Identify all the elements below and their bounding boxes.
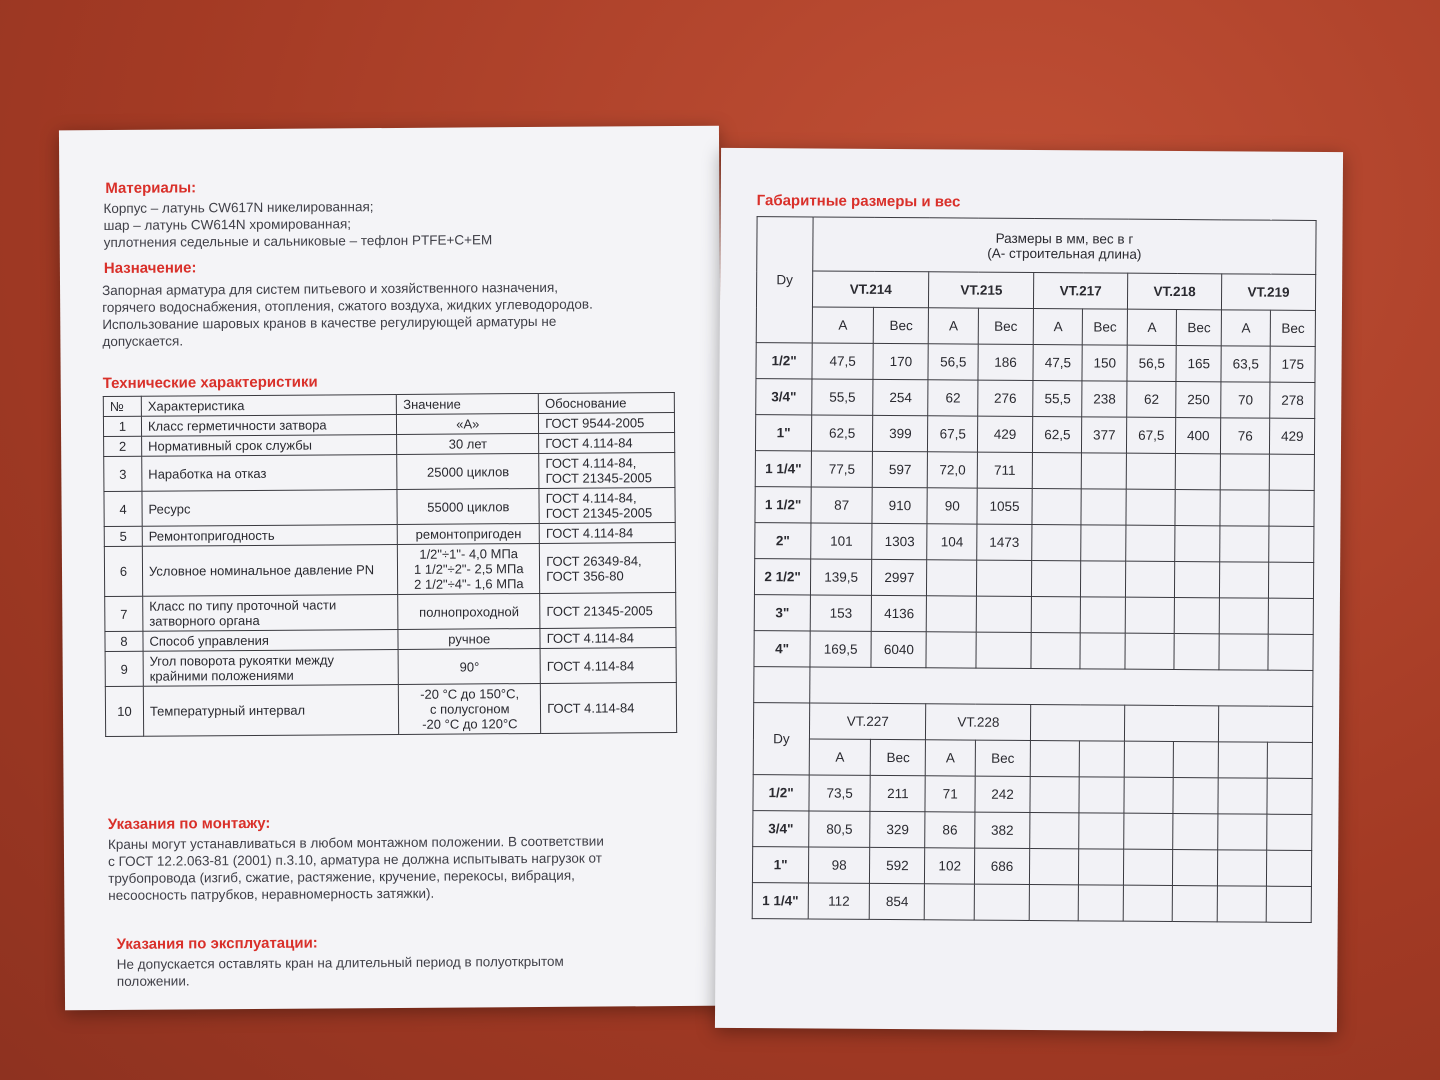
- model-name: VT.227: [809, 703, 926, 740]
- spec-name: Способ управления: [143, 629, 399, 651]
- spec-number: 5: [104, 526, 142, 546]
- col-a-label: А: [926, 740, 976, 776]
- dim-cell: [1124, 777, 1174, 813]
- dim-cell: 910: [872, 487, 928, 523]
- dy-value: 1 1/4": [752, 883, 808, 919]
- dim-cell: [1218, 778, 1268, 814]
- dim-cell: 80,5: [809, 811, 870, 847]
- dim-cell: [1032, 561, 1082, 597]
- spec-value: 25000 циклов: [397, 453, 539, 489]
- dim-row: [754, 559, 1313, 599]
- dim-cell: 47,5: [812, 343, 873, 379]
- dim-cell: [1032, 453, 1082, 489]
- dy-label: Dy: [753, 703, 810, 775]
- dim-cell: [1268, 634, 1313, 670]
- dim-cell: [1176, 454, 1221, 490]
- dim-cell: [1173, 886, 1218, 922]
- dim-cell: [926, 632, 976, 668]
- model-name: VT.219: [1221, 274, 1315, 311]
- dim-cell: 382: [975, 812, 1031, 848]
- col-a-label: А: [809, 739, 870, 775]
- mount-line: несоосность патрубков, неравномерность затяжки).: [108, 885, 435, 903]
- purpose-line: Использование шаровых кранов в качестве регулирующей арматуры не: [102, 313, 557, 333]
- model-row: [756, 271, 1315, 311]
- dy-value: 4": [754, 631, 810, 667]
- dim-cell: 399: [873, 415, 929, 451]
- spec-basis: ГОСТ 4.114-84, ГОСТ 21345-2005: [539, 488, 675, 524]
- dim-cell: 56,5: [928, 344, 978, 380]
- dim-cell: [1079, 813, 1124, 849]
- dy-value: 1 1/2": [755, 487, 811, 523]
- materials-line: уплотнения седельные и сальниковые – тефлон PTFE+C+EM: [103, 232, 493, 251]
- spec-header-cell: №: [103, 396, 141, 416]
- spec-value: полнопроходной: [398, 593, 540, 629]
- dim-cell: 1473: [977, 524, 1033, 560]
- dim-cell: [1269, 562, 1314, 598]
- dim-cell: [1267, 886, 1312, 922]
- dy-value: 3": [754, 595, 810, 631]
- subheader-row: [756, 307, 1315, 347]
- dim-cell: [1123, 849, 1173, 885]
- dimensions-heading: Габаритные размеры и вес: [756, 192, 961, 211]
- dim-cell: [1032, 489, 1082, 525]
- dim-cell: 76: [1220, 418, 1270, 454]
- dim-cell: 211: [870, 775, 926, 811]
- spec-basis: ГОСТ 4.114-84: [539, 433, 675, 454]
- spec-basis: ГОСТ 4.114-84: [541, 683, 677, 734]
- dim-header-row: [757, 217, 1316, 275]
- dim-cell: [1175, 562, 1220, 598]
- dim-cell: 104: [927, 524, 977, 560]
- spec-number: 6: [104, 546, 142, 596]
- dim-cell: [1269, 526, 1314, 562]
- dim-cell: [1217, 886, 1267, 922]
- empty-model-cell: [1031, 705, 1125, 742]
- dim-cell: [1080, 633, 1125, 669]
- spec-number: 2: [104, 436, 142, 456]
- operation-line: Не допускается оставлять кран на длительный период в полуоткрытом: [116, 953, 564, 972]
- dim-cell: [1175, 526, 1220, 562]
- col-weight-label: Вес: [873, 307, 929, 343]
- spec-row: [104, 543, 675, 597]
- spec-row: [105, 648, 676, 687]
- col-weight-label: Вес: [1177, 310, 1222, 346]
- spec-value: 30 лет: [397, 433, 539, 454]
- dim-cell: 250: [1176, 382, 1221, 418]
- dim-cell: 592: [870, 847, 926, 883]
- dim-cell: [976, 596, 1032, 632]
- left-page: [59, 126, 725, 1011]
- dim-cell: 112: [808, 883, 869, 919]
- col-a-label: А: [1127, 309, 1177, 345]
- dim-cell: [1219, 562, 1269, 598]
- dy-value: 3/4": [756, 379, 812, 415]
- dim-cell: [1081, 561, 1126, 597]
- dim-cell: 90: [927, 488, 977, 524]
- empty-model-cell: [1124, 705, 1218, 742]
- dim-cell: 1055: [977, 488, 1033, 524]
- dim-cell: 62: [928, 380, 978, 416]
- dy-value: 1 1/4": [755, 451, 811, 487]
- dim-cell: [1079, 777, 1124, 813]
- dim-cell: [1175, 490, 1220, 526]
- spec-value: ремонтопригоден: [398, 523, 540, 544]
- mount-heading: Указания по монтажу:: [107, 814, 271, 833]
- purpose-line: допускается.: [102, 333, 184, 350]
- dim-row: [754, 595, 1313, 635]
- operation-heading: Указания по эксплуатации:: [116, 934, 318, 953]
- dim-cell: 238: [1082, 381, 1127, 417]
- col-a-label: А: [1221, 310, 1271, 346]
- dim-cell: [1218, 814, 1268, 850]
- spec-number: 3: [104, 456, 142, 491]
- spec-name: Условное номинальное давление PN: [142, 544, 398, 596]
- separator-cell: [810, 667, 1313, 707]
- dim-cell: 400: [1176, 418, 1221, 454]
- model-row-bottom: [753, 703, 1312, 743]
- operation-text: [117, 952, 677, 990]
- dim-cell: [1267, 778, 1312, 814]
- dim-cell: [1030, 813, 1080, 849]
- dim-cell: [1079, 849, 1124, 885]
- purpose-text: [102, 278, 676, 350]
- model-name: VT.218: [1128, 273, 1222, 310]
- dim-cell: 1303: [872, 523, 928, 559]
- separator-cell: [754, 667, 810, 703]
- dim-row: [755, 451, 1314, 491]
- dim-cell: 72,0: [928, 452, 978, 488]
- materials-heading: Материалы:: [105, 179, 197, 197]
- dim-cell: [1173, 778, 1218, 814]
- dim-cell: 62: [1127, 381, 1177, 417]
- col-a-label: А: [1033, 309, 1083, 345]
- spec-table: [103, 392, 677, 737]
- spec-name: Ресурс: [142, 489, 398, 526]
- dim-cell: 139,5: [810, 559, 871, 595]
- dim-cell: [925, 884, 975, 920]
- spec-heading: Технические характеристики: [102, 373, 318, 393]
- spec-name: Температурный интервал: [143, 684, 399, 736]
- dim-row: [753, 775, 1312, 815]
- dim-cell: 170: [873, 343, 929, 379]
- dim-cell: [1269, 490, 1314, 526]
- dim-row: [754, 631, 1313, 671]
- separator-row: [754, 667, 1313, 707]
- dim-cell: 67,5: [1127, 417, 1177, 453]
- dim-cell: 169,5: [810, 631, 871, 667]
- dim-cell: [1125, 561, 1175, 597]
- dim-row: [756, 343, 1315, 383]
- model-name: VT.217: [1034, 273, 1128, 310]
- dim-cell: [1030, 777, 1080, 813]
- dim-cell: 150: [1082, 345, 1127, 381]
- dim-cell: [1174, 634, 1219, 670]
- model-name: VT.214: [812, 271, 929, 308]
- subheader-row-bottom: [753, 739, 1312, 779]
- dim-cell: 597: [872, 451, 928, 487]
- dim-row: [756, 379, 1315, 419]
- dy-value: 1/2": [753, 775, 809, 811]
- spec-value: -20 °С до 150°С, с полусгоном -20 °С до 120°С: [399, 683, 541, 734]
- dim-cell: [1030, 849, 1080, 885]
- spec-basis: ГОСТ 9544-2005: [539, 413, 675, 434]
- dim-cell: 278: [1270, 382, 1315, 418]
- spec-number: 4: [104, 491, 142, 526]
- dim-cell: 175: [1270, 346, 1315, 382]
- spec-name: Нормативный срок службы: [142, 434, 398, 456]
- dimensions-body: [752, 217, 1316, 923]
- dim-cell: 77,5: [811, 451, 872, 487]
- dim-cell: [1029, 885, 1079, 921]
- dim-cell: [1123, 885, 1173, 921]
- dy-value: 1": [752, 847, 808, 883]
- dim-cell: 254: [873, 379, 929, 415]
- dim-cell: [974, 884, 1030, 920]
- dim-cell: 102: [925, 848, 975, 884]
- spec-basis: ГОСТ 4.114-84: [540, 648, 676, 684]
- col-weight-label: Вес: [1271, 310, 1316, 346]
- dim-cell: 87: [811, 487, 872, 523]
- dim-cell: [1126, 453, 1176, 489]
- dy-value: 1": [755, 415, 811, 451]
- dim-cell: [1219, 598, 1269, 634]
- size-caption: Размеры в мм, вес в г (А- строительная длина): [813, 217, 1316, 275]
- dim-row: [753, 811, 1312, 851]
- spec-name: Угол поворота рукоятки между крайними положениями: [143, 649, 399, 686]
- dim-cell: [1081, 597, 1126, 633]
- dim-cell: [1220, 490, 1270, 526]
- dim-cell: [976, 632, 1032, 668]
- dim-cell: 101: [811, 523, 872, 559]
- spec-header-cell: Обоснование: [538, 393, 674, 414]
- empty-model-cell: [1218, 706, 1312, 743]
- mount-line: трубопровода (изгиб, сжатие, растяжение, кручение, перекосы, вибрация,: [108, 867, 575, 886]
- spec-basis: ГОСТ 26349-84, ГОСТ 356-80: [540, 543, 676, 594]
- spec-row: [104, 488, 675, 527]
- spec-row: [105, 593, 676, 632]
- purpose-line: горячего водоснабжения, отопления, сжатого воздуха, жидких углеводородов.: [102, 296, 593, 316]
- dim-cell: [1031, 633, 1081, 669]
- dim-cell: 55,5: [812, 379, 873, 415]
- dim-cell: 165: [1176, 346, 1221, 382]
- dim-cell: 62,5: [811, 415, 872, 451]
- col-a-label: А: [929, 308, 979, 344]
- spec-body: [103, 413, 676, 737]
- spec-name: Наработка на отказ: [142, 454, 398, 491]
- spec-number: 8: [105, 631, 143, 651]
- dim-cell: [1219, 634, 1269, 670]
- spec-name: Ремонтопригодность: [142, 524, 398, 546]
- dim-cell: [1220, 526, 1270, 562]
- empty-cell: [1218, 742, 1268, 778]
- spec-number: 10: [105, 686, 143, 736]
- spec-name: Класс по типу проточной части затворного органа: [143, 594, 399, 631]
- empty-cell: [1030, 741, 1080, 777]
- spec-header-cell: Характеристика: [141, 394, 397, 416]
- dim-cell: [1173, 814, 1218, 850]
- dim-cell: [1032, 525, 1082, 561]
- spec-number: 7: [105, 596, 143, 631]
- col-weight-label: Вес: [870, 739, 926, 775]
- dim-cell: [1081, 525, 1126, 561]
- spec-basis: ГОСТ 4.114-84: [539, 523, 675, 544]
- dy-label: Dy: [756, 217, 813, 343]
- dim-cell: [1270, 454, 1315, 490]
- dim-cell: 429: [977, 416, 1033, 452]
- spec-value: 1/2"÷1"- 4,0 МПа 1 1/2"÷2"- 2,5 МПа 2 1/2"÷4"- 1,6 МПа: [398, 543, 540, 594]
- materials-line: шар – латунь CW614N хромированная;: [103, 216, 352, 234]
- dim-cell: 854: [869, 883, 925, 919]
- dim-cell: [1081, 489, 1126, 525]
- dimensions-table: [752, 216, 1317, 923]
- dim-cell: [1079, 885, 1124, 921]
- dim-cell: 686: [974, 848, 1030, 884]
- dim-cell: 153: [810, 595, 871, 631]
- dy-value: 3/4": [753, 811, 809, 847]
- spec-value: «А»: [397, 413, 539, 434]
- dim-cell: [1267, 850, 1312, 886]
- mount-text: [108, 832, 682, 904]
- model-name: VT.215: [929, 272, 1034, 309]
- empty-cell: [1080, 741, 1125, 777]
- dim-cell: 63,5: [1221, 346, 1271, 382]
- dim-row: [755, 523, 1314, 563]
- dim-cell: 186: [978, 344, 1034, 380]
- spec-basis: ГОСТ 21345-2005: [540, 593, 676, 629]
- dim-cell: 62,5: [1033, 417, 1083, 453]
- spec-header-cell: Значение: [397, 393, 539, 414]
- dim-cell: 2997: [872, 559, 928, 595]
- spec-value: 90°: [398, 648, 540, 684]
- dim-cell: [1126, 489, 1176, 525]
- dim-cell: 67,5: [928, 416, 978, 452]
- operation-line: положении.: [116, 973, 190, 989]
- empty-cell: [1124, 741, 1174, 777]
- mount-line: с ГОСТ 12.2.063-81 (2001) п.3.10, арматура не должна испытывать нагрузок от: [107, 850, 602, 869]
- dim-cell: 6040: [871, 631, 927, 667]
- dim-cell: [1125, 633, 1175, 669]
- col-weight-label: Вес: [975, 740, 1031, 776]
- dim-cell: 47,5: [1033, 345, 1083, 381]
- dim-cell: [1082, 453, 1127, 489]
- spec-number: 9: [105, 651, 143, 686]
- dim-cell: [927, 596, 977, 632]
- col-weight-label: Вес: [978, 308, 1034, 344]
- dim-cell: 55,5: [1033, 381, 1083, 417]
- spec-row: [104, 453, 675, 492]
- purpose-line: Запорная арматура для систем питьевого и хозяйственного назначения,: [102, 279, 559, 299]
- dim-cell: [1173, 850, 1218, 886]
- dim-cell: 242: [975, 776, 1031, 812]
- spec-basis: ГОСТ 4.114-84: [540, 628, 676, 649]
- dim-cell: [1217, 850, 1267, 886]
- dim-cell: [1031, 597, 1081, 633]
- dim-cell: [1267, 814, 1312, 850]
- dy-value: 2": [755, 523, 811, 559]
- dim-cell: 73,5: [809, 775, 870, 811]
- dim-cell: [1175, 598, 1220, 634]
- dim-cell: [1126, 525, 1176, 561]
- dim-cell: [927, 560, 977, 596]
- col-a-label: А: [812, 307, 873, 343]
- dim-cell: 70: [1221, 382, 1271, 418]
- spec-value: ручное: [398, 628, 540, 649]
- dim-cell: 711: [977, 452, 1033, 488]
- dim-row: [752, 847, 1311, 887]
- spec-basis: ГОСТ 4.114-84, ГОСТ 21345-2005: [539, 453, 675, 489]
- dy-value: 2 1/2": [754, 559, 810, 595]
- dim-cell: 98: [808, 847, 869, 883]
- dim-cell: 56,5: [1127, 345, 1177, 381]
- dy-value: 1/2": [756, 343, 812, 379]
- col-weight-label: Вес: [1083, 309, 1128, 345]
- dim-cell: [1269, 598, 1314, 634]
- spec-name: Класс герметичности затвора: [141, 414, 397, 436]
- dim-cell: 276: [978, 380, 1034, 416]
- dim-cell: 4136: [871, 595, 927, 631]
- empty-cell: [1174, 742, 1219, 778]
- dim-cell: 429: [1270, 418, 1315, 454]
- dim-cell: 71: [925, 776, 975, 812]
- mount-line: Краны могут устанавливаться в любом монтажном положении. В соответствии: [107, 833, 604, 852]
- spec-row: [105, 683, 676, 737]
- dim-row: [755, 415, 1314, 455]
- dim-cell: [1220, 454, 1270, 490]
- dim-cell: [1125, 597, 1175, 633]
- purpose-heading: Назначение:: [103, 259, 197, 278]
- dim-cell: 377: [1082, 417, 1127, 453]
- dim-cell: 329: [870, 811, 926, 847]
- model-name: VT.228: [926, 704, 1031, 741]
- dim-row: [755, 487, 1314, 527]
- dim-row: [752, 883, 1311, 923]
- spec-number: 1: [103, 416, 141, 436]
- materials-text: [103, 196, 683, 251]
- empty-cell: [1268, 742, 1313, 778]
- dim-cell: 86: [925, 812, 975, 848]
- materials-line: Корпус – латунь CW617N никелированная;: [103, 199, 374, 217]
- dim-cell: [1124, 813, 1174, 849]
- right-page: [715, 148, 1343, 1032]
- dim-cell: [976, 560, 1032, 596]
- spec-value: 55000 циклов: [397, 488, 539, 524]
